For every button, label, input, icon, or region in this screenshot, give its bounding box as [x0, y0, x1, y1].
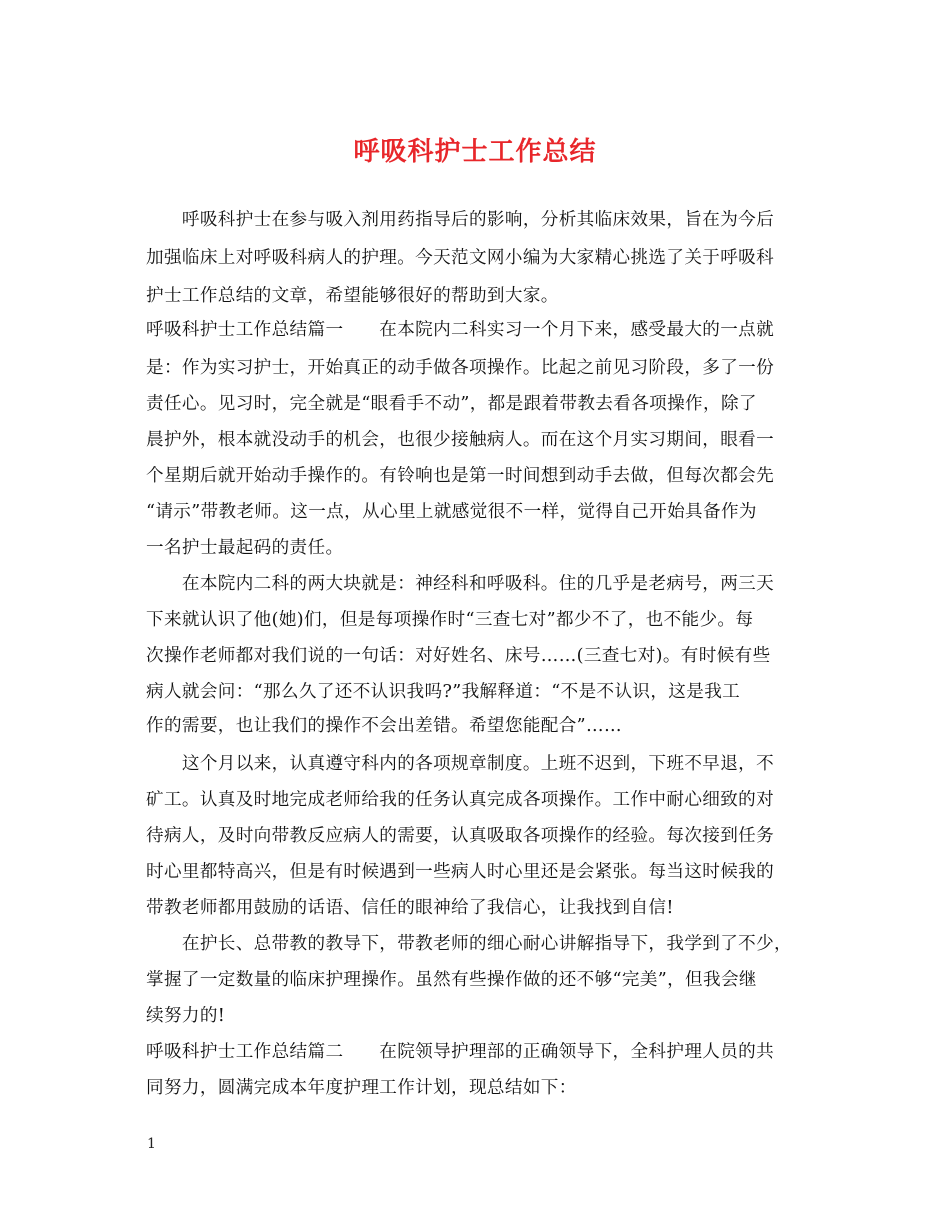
body-line: 呼吸科护士在参与吸入剂用药指导后的影响，分析其临床效果，旨在为今后 [146, 210, 775, 230]
body-line: 掌握了一定数量的临床护理操作。虽然有些操作做的还不够“完美”，但我会继 [146, 970, 757, 990]
body-line: 作的需要，也让我们的操作不会出差错。希望您能配合”…… [146, 716, 622, 736]
body-line: 呼吸科护士工作总结篇二 在院领导护理部的正确领导下，全科护理人员的共 [146, 1042, 775, 1062]
body-line: 在护长、总带教的教导下，带教老师的细心耐心讲解指导下，我学到了不少， [146, 934, 792, 954]
body-line: 续努力的! [146, 1006, 226, 1026]
body-line: 护士工作总结的文章，希望能够很好的帮助到大家。 [146, 286, 559, 306]
body-line: 下来就认识了他(她)们，但是每项操作时“三查七对”都少不了，也不能少。每 [146, 610, 754, 630]
body-line: 病人就会问：“那么久了还不认识我吗?”我解释道：“不是不认识，这是我工 [146, 682, 741, 702]
body-line: 是：作为实习护士，开始真正的动手做各项操作。比起之前见习阶段，多了一份 [146, 358, 775, 378]
body-line: 呼吸科护士工作总结篇一 在本院内二科实习一个月下来，感受最大的一点就 [146, 320, 775, 340]
body-line: 时心里都特高兴，但是有时候遇到一些病人时心里还是会紧张。每当这时候我的 [146, 862, 775, 882]
body-line: 个星期后就开始动手操作的。有铃响也是第一时间想到动手去做，但每次都会先 [146, 466, 775, 486]
body-line: 矿工。认真及时地完成老师给我的任务认真完成各项操作。工作中耐心细致的对 [146, 790, 775, 810]
body-line: 这个月以来，认真遵守科内的各项规章制度。上班不迟到，下班不早退，不 [146, 754, 775, 774]
page-number: 1 [147, 1136, 156, 1152]
body-line: 同努力，圆满完成本年度护理工作计划，现总结如下： [146, 1078, 577, 1098]
body-line: “请示”带教老师。这一点，从心里上就感觉很不一样，觉得自己开始具备作为 [146, 502, 757, 522]
body-line: 带教老师都用鼓励的话语、信任的眼神给了我信心，让我找到自信! [146, 898, 674, 918]
body-line: 一名护士最起码的责任。 [146, 538, 344, 558]
body-line: 加强临床上对呼吸科病人的护理。今天范文网小编为大家精心挑选了关于呼吸科 [146, 248, 775, 268]
body-line: 在本院内二科的两大块就是：神经科和呼吸科。住的几乎是老病号，两三天 [146, 574, 775, 594]
document-title: 呼吸科护士工作总结 [353, 137, 597, 167]
body-line: 次操作老师都对我们说的一句话：对好姓名、床号……(三查七对)。有时候有些 [146, 646, 771, 666]
body-line: 责任心。见习时，完全就是“眼看手不动”，都是跟着带教去看各项操作，除了 [146, 394, 757, 414]
body-line: 晨护外，根本就没动手的机会，也很少接触病人。而在这个月实习期间，眼看一 [146, 430, 775, 450]
body-line: 待病人，及时向带教反应病人的需要，认真吸取各项操作的经验。每次接到任务 [146, 826, 775, 846]
